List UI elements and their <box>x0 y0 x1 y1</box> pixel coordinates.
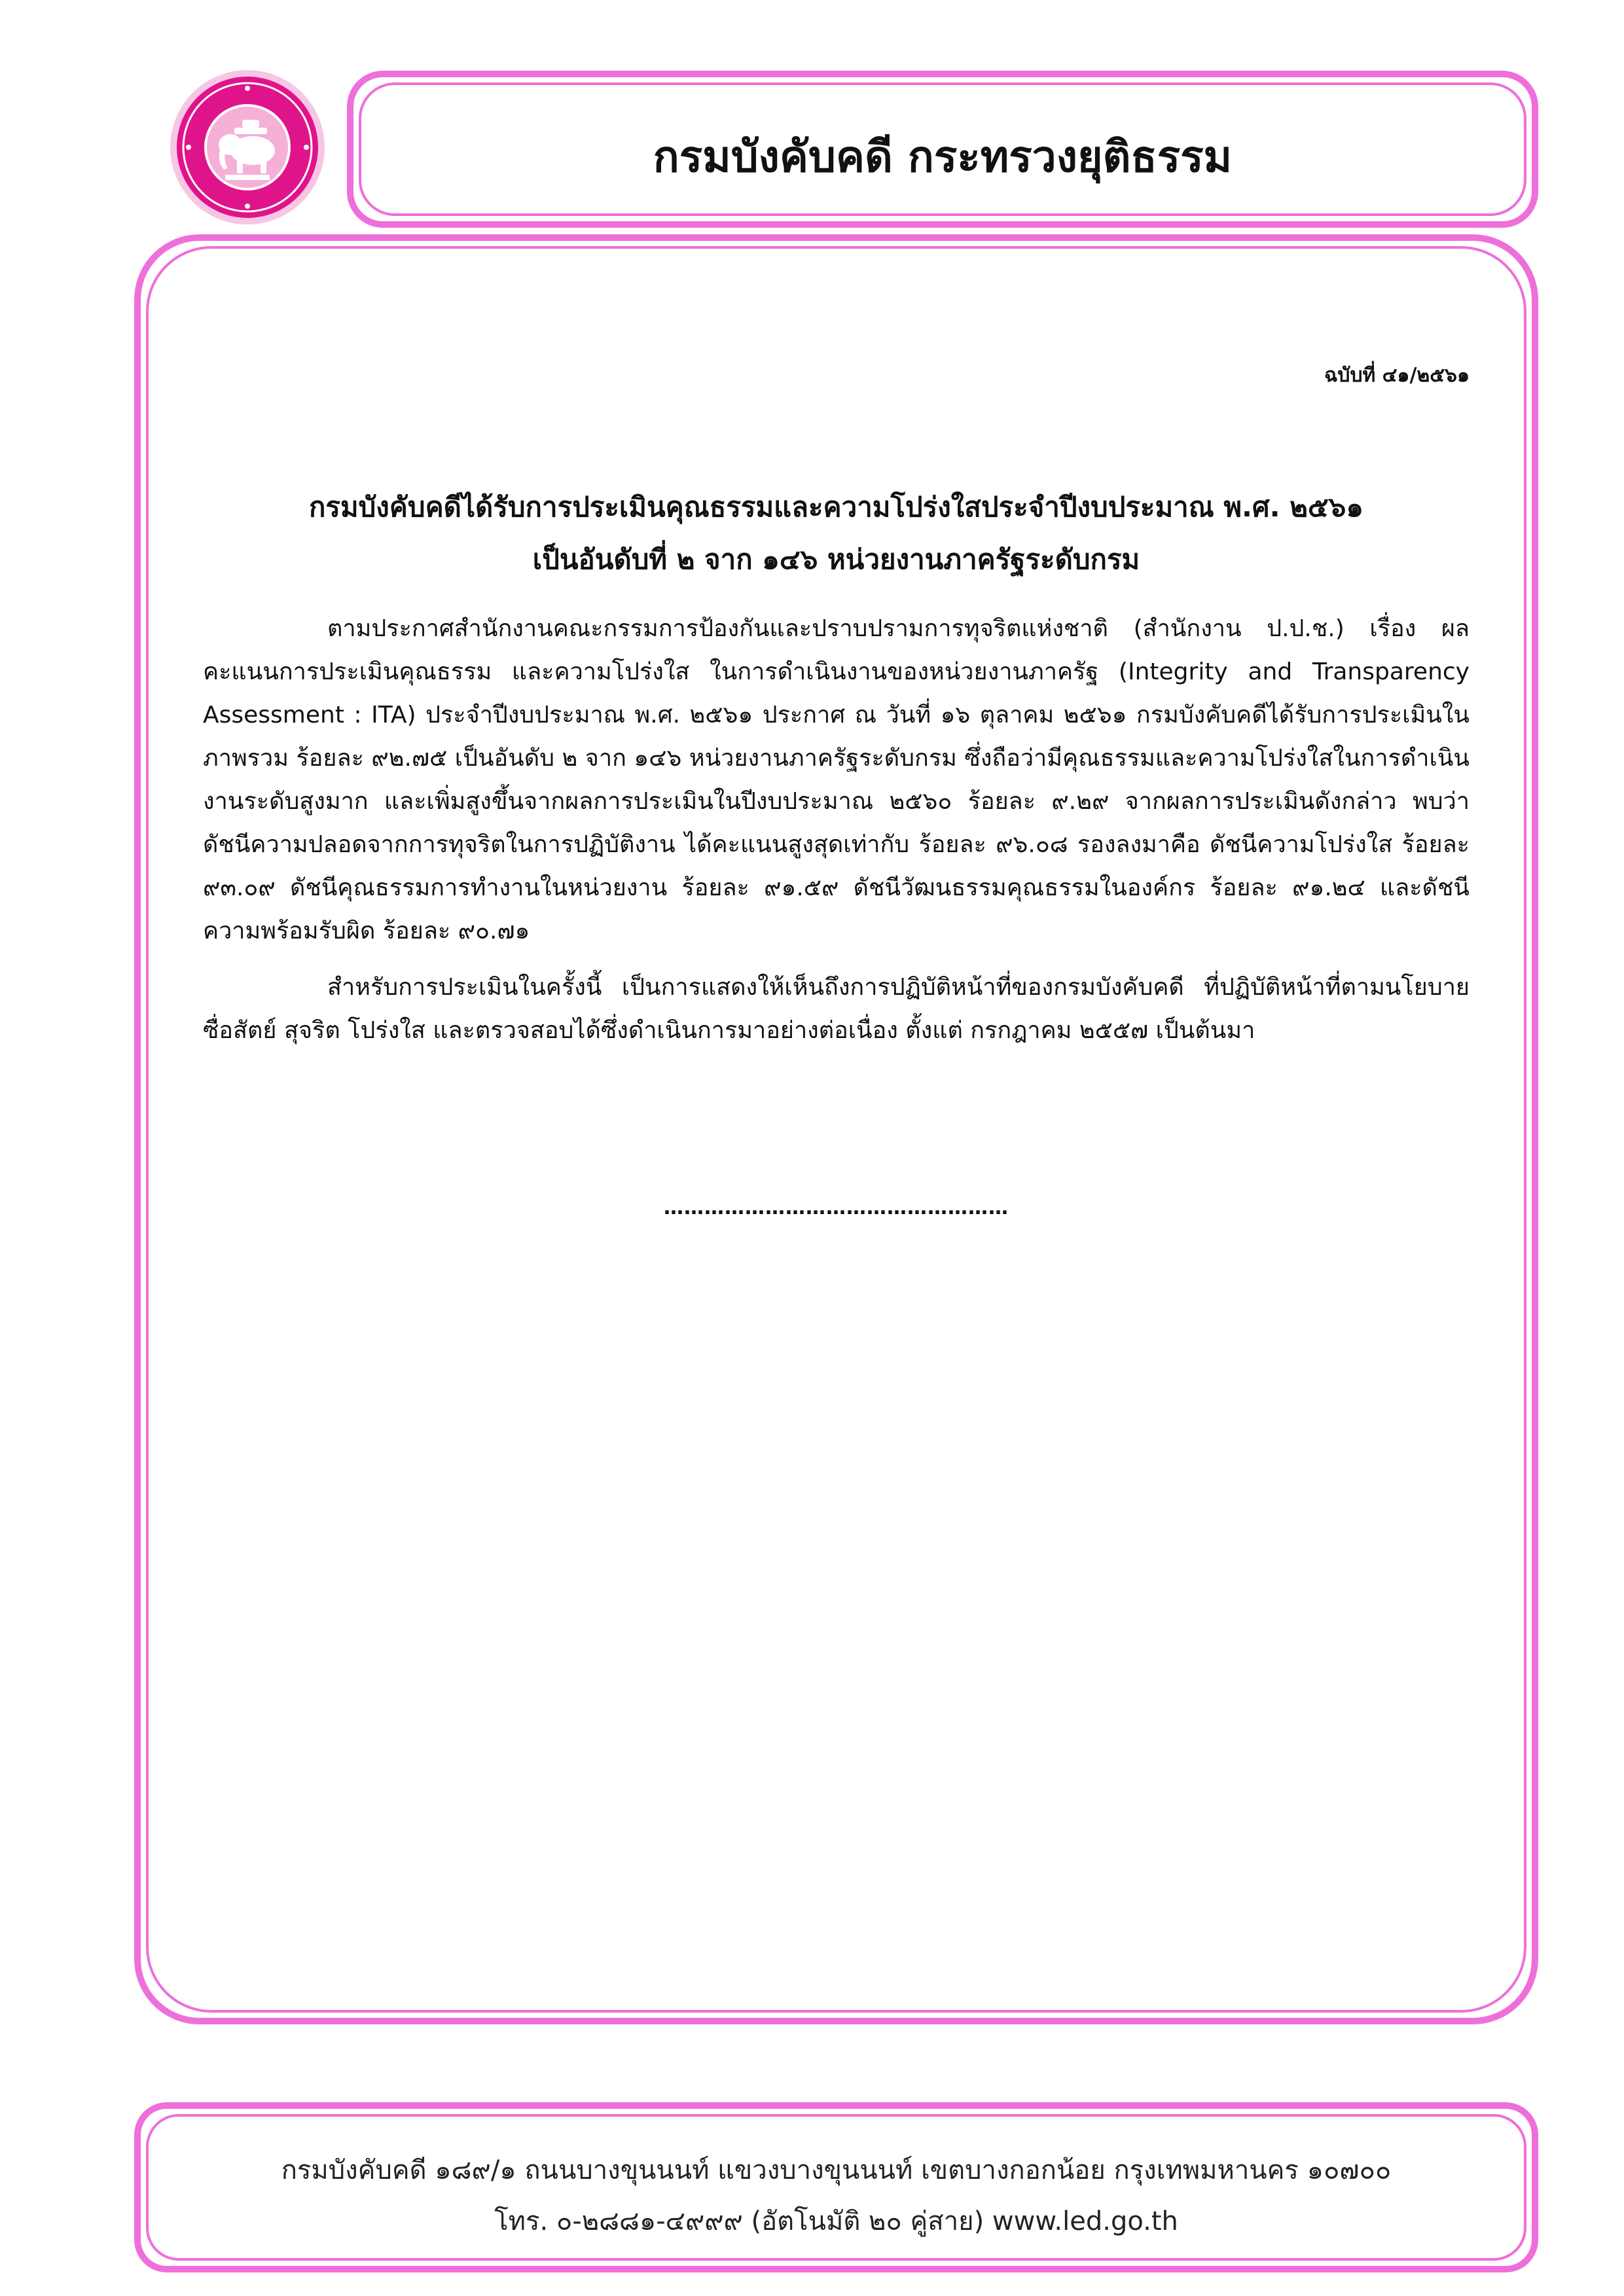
header-banner <box>347 71 1538 228</box>
end-of-document-mark: …………………………………………… <box>664 1196 1009 1219</box>
document-title-line-2: เป็นอันดับที่ ๒ จาก ๑๔๖ หน่วยงานภาครัฐระดับกรม <box>532 543 1140 575</box>
main-content-frame <box>134 234 1538 2024</box>
footer-address: กรมบังคับคดี ๑๘๙/๑ ถนนบางขุนนนท์ แขวงบางขุนนนท์ เขตบางกอกน้อย กรุงเทพมหานคร ๑๐๗๐๐ <box>281 2155 1392 2185</box>
footer-contact: โทร. ๐-๒๘๘๑-๔๙๙๙ (อัตโนมัติ ๒๐ คู่สาย) www.led.go.th <box>494 2206 1178 2236</box>
footer-text <box>141 2145 1532 2247</box>
body-paragraph-2: สำหรับการประเมินในครั้งนี้ เป็นการแสดงให้เห็นถึงการปฏิบัติหน้าที่ของกรมบังคับคดี ที่ปฏิบัติหน้าที่ตามนโยบาย ซื่อสัตย์ สุจริต โปร่งใส และตรวจสอบได้ซึ่งดำเนินการมาอย่างต่อเนื่อง ตั้งแต่ กรกฎาคม ๒๕๕๗ เป็นต้นมา <box>203 974 1470 1044</box>
department-seal-elephant-icon <box>169 69 326 226</box>
footer-banner <box>134 2102 1538 2272</box>
header-title: กรมบังคับคดี กระทรวงยุติธรรม <box>653 131 1233 182</box>
document-title-line-1: กรมบังคับคดีได้รับการประเมินคุณธรรมและความโปร่งใสประจำปีงบประมาณ พ.ศ. ๒๕๖๑ <box>308 491 1364 523</box>
document-title <box>193 481 1479 586</box>
seal-graphic <box>169 69 326 226</box>
issue-number: ฉบับที่ ๔๑/๒๕๖๑ <box>1324 364 1470 387</box>
body-paragraph-1: ตามประกาศสำนักงานคณะกรรมการป้องกันและปราบปรามการทุจริตแห่งชาติ (สำนักงาน ป.ป.ช.) เรื่อง ผลคะแนนการประเมินคุณธรรม และความโปร่งใส ในการดำเนินงานของหน่วยงานภาครัฐ (Integrity and Transparency Assessment : ITA) ประจำปีงบประมาณ พ.ศ. ๒๕๖๑ ประกาศ ณ วันที่ ๑๖ ตุลาคม ๒๕๖๑ กรมบังคับคดีได้รับการประเมินในภาพรวม ร้อยละ ๙๒.๗๕ เป็นอันดับ ๒ จาก ๑๔๖ หน่วยงานภาครัฐระดับกรม ซึ่งถือว่ามีคุณธรรมและความโปร่งใสในการดำเนินงานระดับสูงมาก และเพิ่มสูงขึ้นจากผลการประเมินในปีงบประมาณ ๒๕๖๐ ร้อยละ ๙.๒๙ จากผลการประเมินดังกล่าว พบว่า ดัชนีความปลอดจากการทุจริตในการปฏิบัติงาน ได้คะแนนสูงสุดเท่ากับ ร้อยละ ๙๖.๐๘ รองลงมาคือ ดัชนีความโปร่งใส ร้อยละ ๙๓.๐๙ ดัชนีคุณธรรมการทำงานในหน่วยงาน ร้อยละ ๙๑.๕๙ ดัชนีวัฒนธรรมคุณธรรมในองค์กร ร้อยละ ๙๑.๒๔ และดัชนีความพร้อมรับผิด ร้อยละ ๙๐.๗๑ <box>203 615 1470 944</box>
document-body <box>203 607 1470 1066</box>
